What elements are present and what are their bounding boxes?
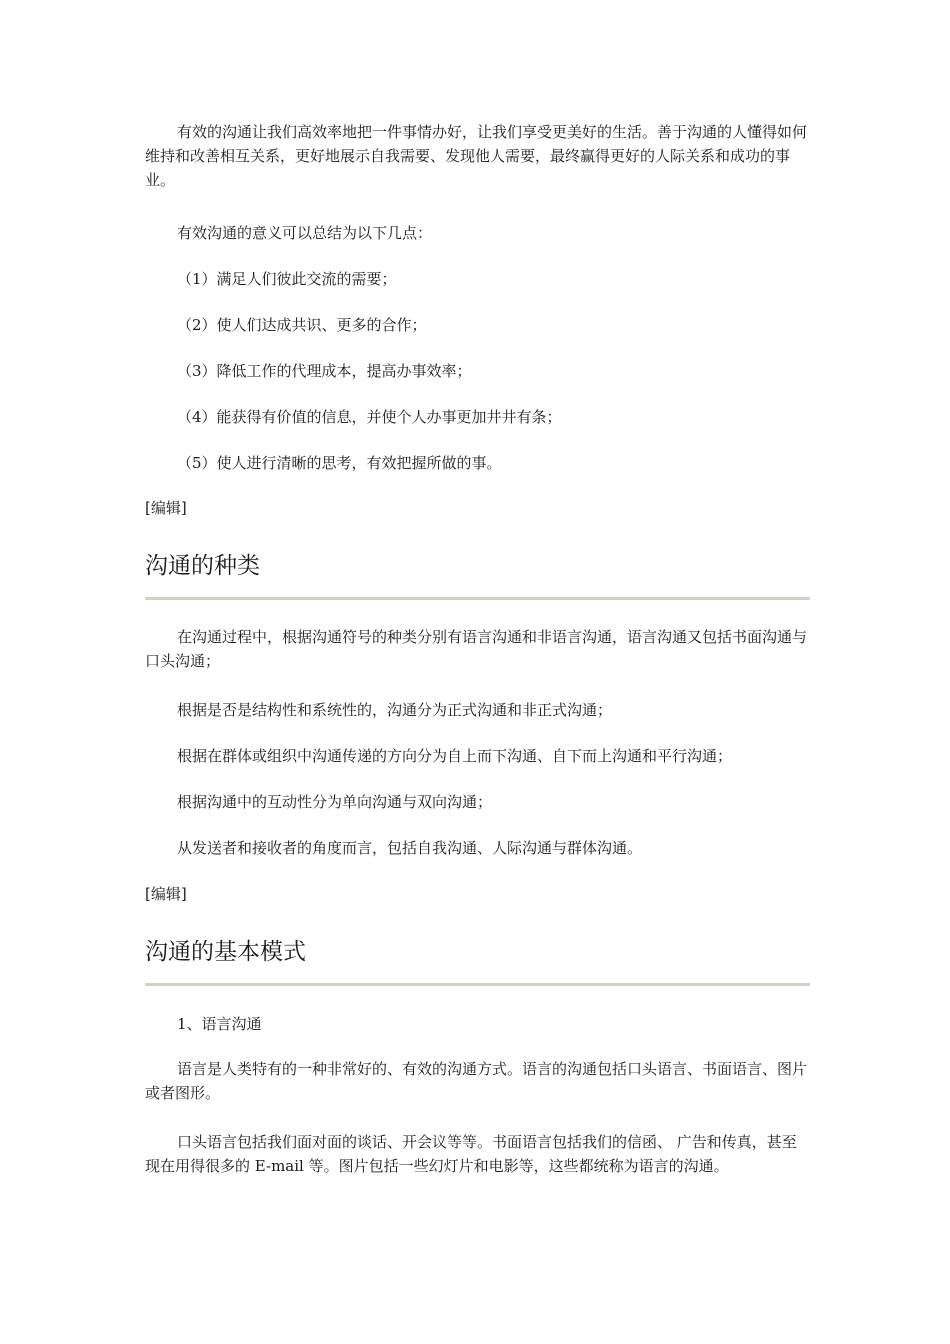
summary-paragraph: 有效沟通的意义可以总结为以下几点：	[177, 224, 433, 242]
section-title-modes: 沟通的基本模式	[145, 939, 306, 965]
paragraph: 语言是人类特有的一种非常好的、有效的沟通方式。语言的沟通包括口头语言、书面语言、图片或者图形。	[145, 1060, 808, 1102]
list-item: （4）能获得有价值的信息，并使个人办事更加井井有条；	[177, 408, 562, 426]
list-item: （5）使人进行清晰的思考，有效把握所做的事。	[177, 454, 502, 472]
paragraph: 根据是否是结构性和系统性的，沟通分为正式沟通和非正式沟通；	[177, 701, 613, 719]
paragraph: 根据在群体或组织中沟通传递的方向分为自上而下沟通、自下而上沟通和平行沟通；	[177, 747, 733, 765]
list-item: （3）降低工作的代理成本，提高办事效率；	[177, 362, 472, 380]
list-item: （2）使人们达成共识、更多的合作；	[177, 316, 427, 334]
paragraph: 口头语言包括我们面对面的谈话、开会议等等。书面语言包括我们的信函、 广告和传真，甚至现在用得很多的 E-mail 等。图片包括一些幻灯片和电影等，这些都统称为语言的沟通。	[145, 1133, 797, 1175]
list-item: （1）满足人们彼此交流的需要；	[177, 270, 397, 288]
paragraph: 从发送者和接收者的角度而言，包括自我沟通、人际沟通与群体沟通。	[177, 839, 643, 857]
intro-paragraph: 有效的沟通让我们高效率地把一件事情办好，让我们享受更美好的生活。善于沟通的人懂得如何维持和改善相互关系，更好地展示自我需要、发现他人需要，最终赢得更好的人际关系和成功的事业。	[145, 123, 808, 189]
edit-link[interactable]: [编辑]	[145, 885, 187, 903]
subheading: 1、语言沟通	[177, 1015, 262, 1033]
section-title-types: 沟通的种类	[145, 553, 260, 579]
paragraph: 在沟通过程中，根据沟通符号的种类分别有语言沟通和非语言沟通，语言沟通又包括书面沟通与口头沟通；	[145, 628, 808, 670]
section-divider	[145, 597, 810, 600]
paragraph: 根据沟通中的互动性分为单向沟通与双向沟通；	[177, 793, 493, 811]
section-divider	[145, 983, 810, 986]
edit-link[interactable]: [编辑]	[145, 499, 187, 517]
